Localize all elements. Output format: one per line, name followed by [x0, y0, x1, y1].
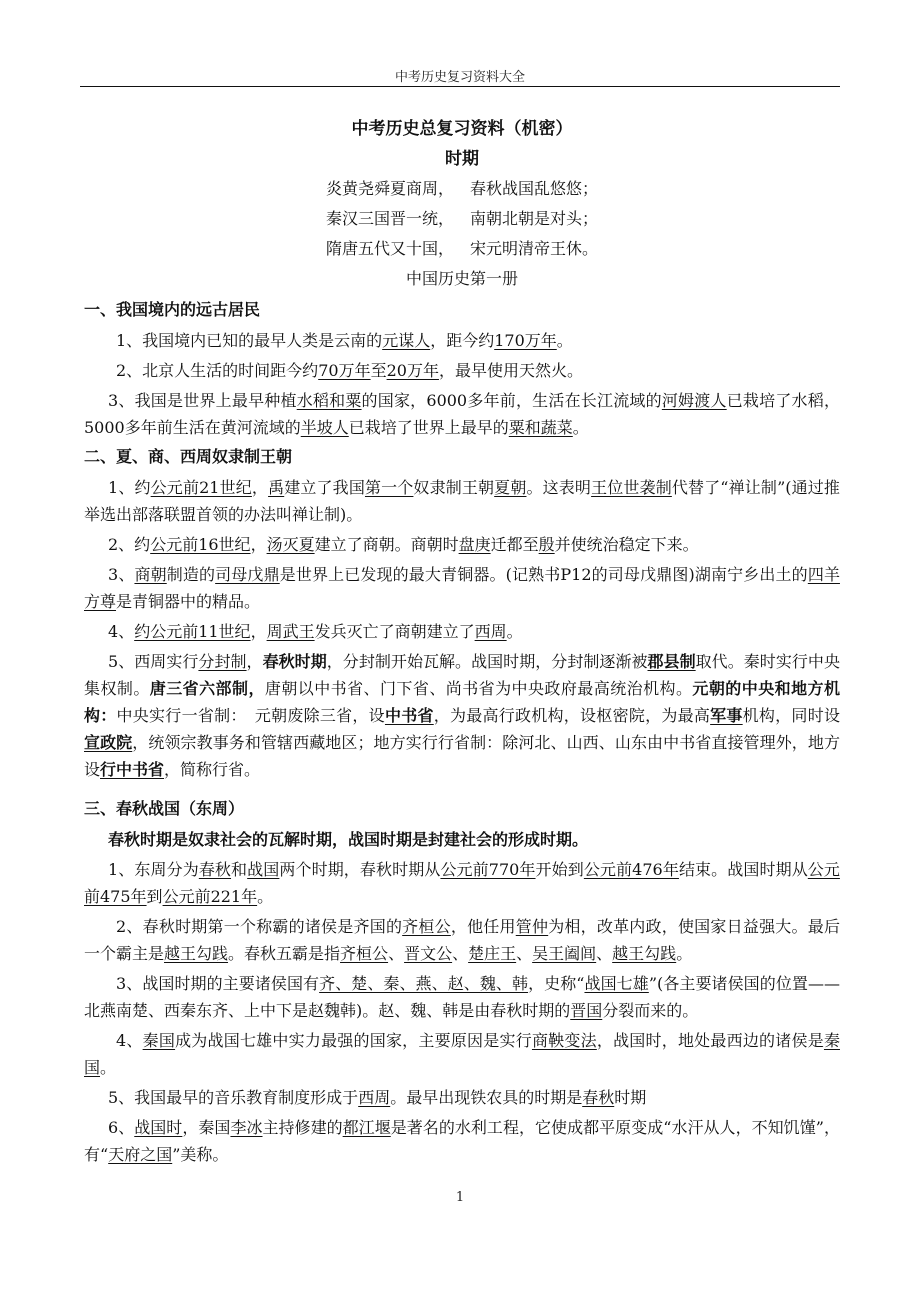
book-title: 中国历史第一册: [405, 269, 518, 288]
document-title: 中考历史总复习资料（机密）: [351, 119, 573, 139]
paragraph: 2、春秋时期第一个称霸的诸侯是齐国的齐桓公，他任用管仲为相，改革内政，使国家日益强大。最后一个霸主是越王勾践。春秋五霸是指齐桓公、晋文公、楚庄王、吴王阖闾、越王勾践。: [84, 917, 840, 963]
paragraph: 2、约公元前16世纪，汤灭夏建立了商朝。商朝时盘庚迁都至殷并使统治稳定下来。: [108, 535, 699, 554]
section-lead: 春秋时期是奴隶社会的瓦解时期，战国时期是封建社会的形成时期。: [108, 830, 589, 849]
verse-line: [84, 234, 840, 264]
paragraph: 1、约公元前21世纪，禹建立了我国第一个奴隶制王朝夏朝。这表明王位世袭制代替了“禅让制”(通过推举选出部落联盟首领的办法叫禅让制)。: [84, 478, 840, 524]
section-heading: 二、夏、商、西周奴隶制王朝: [84, 447, 293, 466]
paragraph: 1、我国境内已知的最早人类是云南的元谋人，距今约170万年。: [116, 331, 573, 350]
paragraph: 3、商朝制造的司母戊鼎是世界上已发现的最大青铜器。(记熟书P12的司母戊鼎图)湖南宁乡出土的四羊方尊是青铜器中的精品。: [84, 565, 840, 611]
document-subtitle: 时期: [445, 149, 479, 169]
paragraph: 5、西周实行分封制，春秋时期，分封制开始瓦解。战国时期，分封制逐渐被郡县制取代。秦时实行中央集权制。唐三省六部制，唐朝以中书省、门下省、尚书省为中央政府最高统治机构。元朝的中央和地方机构：中央实行一省制： 元朝废除三省，设中书省，为最高行政机构，设枢密院，为最高军事机构，同时设宣政院，统领宗教事务和管辖西藏地区；地方实行行省制：除河北、山西、山东由中书省直接管理外，地方设行中书省，简称行省。: [84, 652, 840, 779]
paragraph: 1、东周分为春秋和战国两个时期，春秋时期从公元前770年开始到公元前476年结束。战国时期从公元前475年到公元前221年。: [84, 860, 840, 906]
verse-line: [84, 174, 840, 204]
verse-half: 炎黄尧舜夏商周，: [325, 179, 454, 198]
paragraph: 3、战国时期的主要诸侯国有齐、楚、秦、燕、赵、魏、韩，史称“战国七雄”(各主要诸侯国的位置——北燕南楚、西秦东齐、上中下是赵魏韩)。赵、魏、韩是由春秋时期的晋国分裂而来的。: [84, 974, 840, 1020]
verse-half: 隋唐五代又十国，: [325, 239, 454, 258]
paragraph: 2、北京人生活的时间距今约70万年至20万年，最早使用天然火。: [116, 361, 583, 380]
section-heading: 一、我国境内的远古居民: [84, 300, 261, 319]
paragraph: 5、我国最早的音乐教育制度形成于西周。最早出现铁农具的时期是春秋时期: [108, 1088, 647, 1107]
document-body: [84, 114, 840, 1168]
header-rule: [80, 86, 840, 87]
section-heading: 三、春秋战国（东周）: [84, 799, 245, 818]
verse-half: 春秋战国乱悠悠；: [470, 179, 599, 198]
paragraph: 4、秦国成为战国七雄中实力最强的国家，主要原因是实行商鞅变法，战国时，地处最西边的诸侯是秦国。: [84, 1031, 840, 1077]
verse-half: 秦汉三国晋一统，: [325, 209, 454, 228]
page-number: 1: [455, 1190, 465, 1205]
paragraph: 4、约公元前11世纪，周武王发兵灭亡了商朝建立了西周。: [108, 622, 523, 641]
verse-line: [84, 204, 840, 234]
verse-half: 南朝北朝是对头；: [470, 209, 599, 228]
paragraph: 3、我国是世界上最早种植水稻和粟的国家，6000多年前，生活在长江流域的河姆渡人已栽培了水稻，5000多年前生活在黄河流域的半坡人已栽培了世界上最早的粟和蔬菜。: [84, 391, 840, 437]
running-header: 中考历史复习资料大全: [394, 70, 525, 85]
verse-half: 宋元明清帝王休。: [470, 239, 599, 258]
paragraph: 6、战国时，秦国李冰主持修建的都江堰是著名的水利工程，它使成都平原变成“水汗从人，不知饥馑”，有“天府之国”美称。: [84, 1118, 840, 1164]
